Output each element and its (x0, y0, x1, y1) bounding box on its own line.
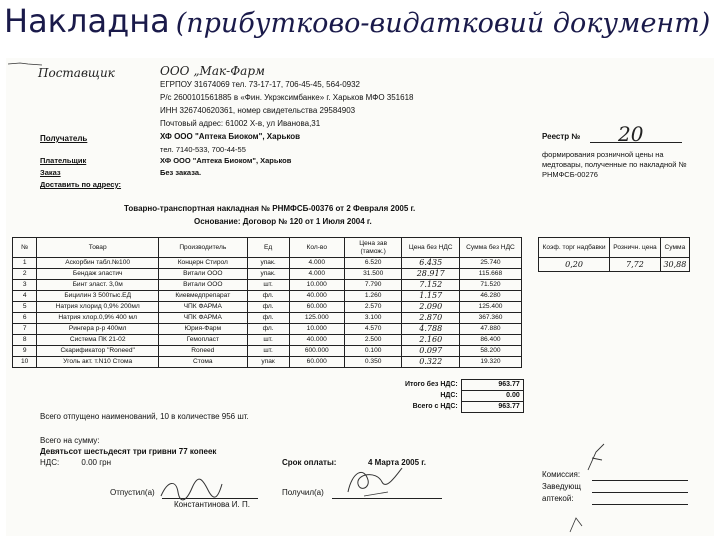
supplier-name: ООО „Мак-Фарм (160, 64, 265, 78)
cell: 2.570 (344, 302, 402, 313)
cell: 60.000 (289, 302, 344, 313)
cell: 7.790 (344, 280, 402, 291)
cell: 4.000 (289, 258, 344, 269)
cell: Натрия хлорид 0,9% 200мл (37, 302, 159, 313)
table-row (13, 335, 522, 346)
received-signature (342, 462, 406, 500)
cell: 40.000 (289, 335, 344, 346)
table-row (13, 291, 522, 302)
cell: Бинт эласт. 3,0м (37, 280, 159, 291)
cell: 31.500 (344, 269, 402, 280)
cell: Концерн Стирол (159, 258, 248, 269)
supplier-account: Р/с 2600101561885 в «Фин. Укрэксимбанке» г. Харьков МФО 351618 (160, 93, 414, 102)
cell: 115.668 (459, 269, 521, 280)
cell: 6.520 (344, 258, 402, 269)
total-without-vat-value: 963.77 (461, 380, 523, 391)
cell: Киевмедпрепарат (159, 291, 248, 302)
cell: 0,20 (539, 258, 610, 272)
totals-table (402, 379, 524, 413)
table-row (13, 324, 522, 335)
cell: 6.435 (402, 258, 460, 269)
order-label: Заказ (40, 168, 61, 177)
supplier-label: Поставщик (38, 66, 115, 80)
pharmacy-label: аптекой: (542, 494, 574, 503)
payment-label: Срок оплаты: (282, 458, 337, 467)
released-by-label: Отпустил(а) (110, 488, 155, 497)
col-header: Цена без НДС (402, 238, 460, 258)
cell: Рингера р-р 400мл (37, 324, 159, 335)
table-row (13, 313, 522, 324)
cell: фл. (247, 313, 289, 324)
table-row (13, 346, 522, 357)
registry-note: формирования розничной цены на медтовары, полученные по накладной № РНМФСБ-00276 (542, 150, 687, 179)
cell: 9 (13, 346, 37, 357)
commission-mark (584, 440, 608, 472)
cell: 2 (13, 269, 37, 280)
cell: 0.350 (344, 357, 402, 368)
cell: 19.320 (459, 357, 521, 368)
cell: Roneed (159, 346, 248, 357)
deliver-label: Доставить по адресу: (40, 180, 122, 189)
commission-label: Комиссия: (542, 470, 581, 479)
supplier-inn: ИНН 326740620361, номер свидетельства 29584903 (160, 106, 356, 115)
document-basis: Основание: Договор № 120 от 1 Июля 2004 г. (194, 217, 372, 226)
total-row (402, 380, 523, 391)
payer-label: Плательщик (40, 156, 87, 165)
supplier-edrpou: ЕГРПОУ 31674069 тел. 73-17-17, 706-45-45, 564-0932 (160, 80, 360, 89)
cell: 600.000 (289, 346, 344, 357)
goods-table (12, 237, 522, 368)
total-row (402, 402, 523, 413)
cell: 2.090 (402, 302, 460, 313)
cell: Витали ООО (159, 269, 248, 280)
cell: 1 (13, 258, 37, 269)
recipient-phone: тел. 7140-533, 700-44-55 (160, 145, 246, 154)
released-summary: Всего отпущено наименований, 10 в количестве 956 шт. (40, 412, 249, 421)
cell: 28.917 (402, 269, 460, 280)
col-header: Ед (247, 238, 289, 258)
cell: 0.322 (402, 357, 460, 368)
cell: шт. (247, 335, 289, 346)
table-row (539, 258, 690, 272)
col-header: Розничн. цена (610, 238, 661, 258)
cell: 7.152 (402, 280, 460, 291)
cell: 125.400 (459, 302, 521, 313)
table-row (13, 269, 522, 280)
cell: 30,88 (660, 258, 689, 272)
cell: 4.788 (402, 324, 460, 335)
cell: 1.260 (344, 291, 402, 302)
cell: ЧПК ФАРМА (159, 302, 248, 313)
cell: Гемопласт (159, 335, 248, 346)
cell: фл. (247, 291, 289, 302)
cell: 60.000 (289, 357, 344, 368)
invoice-document (6, 58, 714, 536)
payer-name: ХФ ООО "Аптека Биоком", Харьков (160, 156, 292, 165)
cell: Натрия хлор.0,9% 400 мл (37, 313, 159, 324)
cell: 3 (13, 280, 37, 291)
cell: упак (247, 357, 289, 368)
recipient-label: Получатель (40, 134, 88, 143)
cell: упак. (247, 269, 289, 280)
cell: шт. (247, 346, 289, 357)
total-with-vat-label: Всего с НДС: (412, 403, 458, 410)
cell: 7,72 (610, 258, 661, 272)
col-header: Производитель (159, 238, 248, 258)
retail-table-header (539, 238, 690, 258)
cell: 25.740 (459, 258, 521, 269)
received-label: Получил(а) (282, 488, 324, 497)
col-header: № (13, 238, 37, 258)
order-value: Без заказа. (160, 168, 202, 177)
released-by-name: Константинова И. П. (174, 500, 250, 509)
col-header: Сумма (660, 238, 689, 258)
head-line (592, 492, 688, 493)
table-row (13, 357, 522, 368)
document-title: Товарно-транспортная накладная № РНМФСБ-00376 от 2 Февраля 2005 г. (124, 204, 416, 213)
col-header: Кол-во (289, 238, 344, 258)
cell: 71.520 (459, 280, 521, 291)
slide-title-main: Накладна (4, 2, 170, 40)
cell: 46.280 (459, 291, 521, 302)
slide-title (4, 2, 710, 48)
cell: упак. (247, 258, 289, 269)
col-header: Цена зав (тамож.) (344, 238, 402, 258)
cell: 1.157 (402, 291, 460, 302)
cell: Система ПК 21-02 (37, 335, 159, 346)
cell: 8 (13, 335, 37, 346)
cell: Бендаж эластич (37, 269, 159, 280)
cell: 10.000 (289, 324, 344, 335)
released-by-signature (156, 474, 226, 504)
total-row (402, 391, 523, 402)
registry-label: Реестр № (542, 132, 581, 141)
goods-table-header (13, 238, 522, 258)
recipient-name: ХФ ООО "Аптека Биоком", Харьков (160, 132, 301, 141)
cell: 2.500 (344, 335, 402, 346)
cell: 10 (13, 357, 37, 368)
total-without-vat-label: Итого без НДС: (405, 381, 458, 388)
slide-title-subtitle: (прибутково-видатковий документ) (175, 8, 711, 39)
cell: 0.097 (402, 346, 460, 357)
registry-number: 20 (618, 122, 644, 146)
cell: 125.000 (289, 313, 344, 324)
col-header: Товар (37, 238, 159, 258)
commission-line (592, 480, 688, 481)
sum-words: Девятьсот шестьдесят три гривни 77 копеек (40, 447, 217, 456)
retail-price-table (538, 237, 690, 272)
cell: 3.100 (344, 313, 402, 324)
bottom-right-mark (566, 514, 586, 534)
cell: фл. (247, 302, 289, 313)
vat-value: 0.00 (461, 391, 523, 402)
table-row (13, 258, 522, 269)
cell: 86.400 (459, 335, 521, 346)
cell: 4.000 (289, 269, 344, 280)
cell: 0.100 (344, 346, 402, 357)
cell: 40.000 (289, 291, 344, 302)
cell: 2.160 (402, 335, 460, 346)
total-with-vat-value: 963.77 (461, 402, 523, 413)
head-label: Заведующ (542, 482, 581, 491)
table-row (13, 302, 522, 313)
cell: 58.200 (459, 346, 521, 357)
cell: шт. (247, 280, 289, 291)
cell: Уголь акт. т.N10 Стома (37, 357, 159, 368)
cell: Стома (159, 357, 248, 368)
payment-date: 4 Марта 2005 г. (368, 458, 427, 467)
vat-label: НДС: (440, 392, 458, 399)
cell: ЧПК ФАРМА (159, 313, 248, 324)
table-row (13, 280, 522, 291)
cell: 47.880 (459, 324, 521, 335)
cell: 7 (13, 324, 37, 335)
cell: Скарификатор "Roneed" (37, 346, 159, 357)
vat-line: НДС: 0.00 грн (40, 458, 111, 467)
cell: Витали ООО (159, 280, 248, 291)
supplier-address: Почтовый адрес: 61002 Х-в, ул Иванова,31 (160, 119, 321, 128)
sum-label: Всего на сумму: (40, 436, 100, 445)
cell: 367.360 (459, 313, 521, 324)
cell: Аскорбин табл.№100 (37, 258, 159, 269)
pharmacy-line (592, 504, 688, 505)
cell: 5 (13, 302, 37, 313)
registry-underline (590, 142, 682, 143)
cell: Юрия-Фарм (159, 324, 248, 335)
cell: 2.870 (402, 313, 460, 324)
cell: Бицилин 3 500тыс.ЕД (37, 291, 159, 302)
cell: фл. (247, 324, 289, 335)
col-header: Сумма без НДС (459, 238, 521, 258)
cell: 10.000 (289, 280, 344, 291)
cell: 6 (13, 313, 37, 324)
col-header: Коэф. торг надбавки (539, 238, 610, 258)
cell: 4 (13, 291, 37, 302)
cell: 4.570 (344, 324, 402, 335)
